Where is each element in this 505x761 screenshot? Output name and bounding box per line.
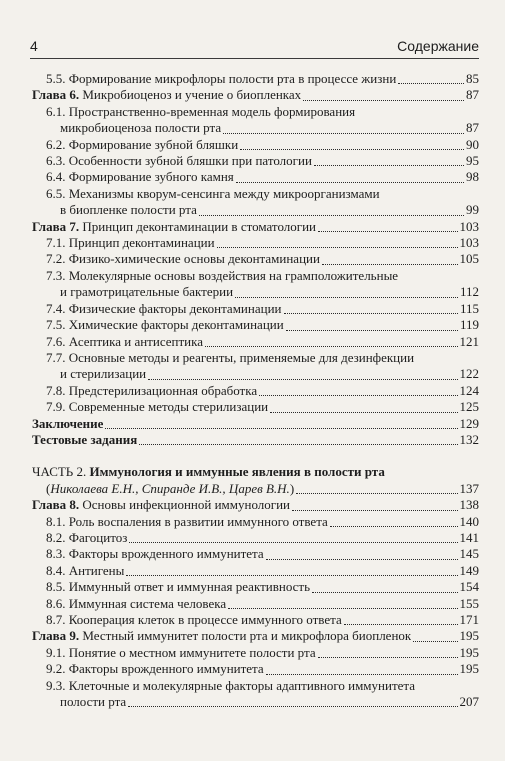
toc-text-part: Микробиоценоз и учение о биопленках [79,87,302,103]
toc-page-number: 207 [459,694,479,710]
toc-entry-title [32,87,301,103]
toc-text-part: Иммунология и иммунные явления в полости рта [86,464,385,480]
toc-text-part: Глава 9. [32,628,80,644]
dot-leader [344,623,458,625]
toc-page-number: 122 [459,366,479,382]
running-title: Содержание [397,38,479,54]
toc-entry[interactable] [32,153,479,169]
toc-entry-title [46,251,320,267]
toc-entry-title [32,432,137,448]
toc-page-number: 195 [459,644,479,660]
toc-text-part: 6.4. Формирование зубного камня [46,169,234,185]
toc-text-part: 9.2. Факторы врожденного иммунитета [46,661,264,677]
dot-leader [398,82,464,84]
toc-page-number: 141 [459,529,479,545]
toc-entry-title [60,202,197,218]
toc-page-number: 112 [459,284,479,300]
toc-text-part: 6.2. Формирование зубной бляшки [46,136,239,152]
toc-entry-title [46,137,238,153]
toc-entry-title [32,219,316,235]
dot-leader [236,181,464,183]
page-number: 4 [30,38,38,54]
table-of-contents [32,71,479,710]
toc-page-number: 171 [459,612,479,627]
toc-entry[interactable] [32,514,479,530]
toc-entry[interactable] [32,596,479,612]
toc-page-number: 138 [459,497,479,513]
toc-text-part: 7.9. Современные методы стерилизации [46,399,269,415]
dot-leader [322,263,458,265]
toc-text-part: полости рта [60,694,127,710]
toc-page-number: 132 [459,431,479,447]
toc-text-part: ) [289,480,295,496]
toc-text-part: 7.5. Химические факторы деконтаминации [46,317,284,333]
toc-entry[interactable] [32,137,479,153]
toc-text-part: 7.2. Физико-химические основы деконтаминации [46,251,320,267]
toc-entry-title [46,301,282,317]
toc-page-number: 154 [459,579,479,595]
toc-entry[interactable] [32,661,479,677]
toc-text-part: 8.3. Факторы врожденного иммунитета [46,546,264,562]
toc-page-number: 95 [466,153,479,169]
dot-leader [228,607,457,609]
toc-entry[interactable] [32,612,479,628]
toc-text-part: Принцип деконтаминации в стоматологии [79,218,317,234]
toc-entry-title [46,514,328,530]
toc-entry-title [46,645,316,661]
toc-entry-title-line: 7.7. Основные методы и реагенты, применяемые для дезинфекции [46,349,415,365]
toc-entry-title-line: 6.1. Пространственно-временная модель формирования [46,103,356,119]
toc-entry-title [46,399,268,415]
toc-entry-title [46,579,310,595]
toc-entry-title-line: 6.5. Механизмы кворум-сенсинга между микроорганизмами [46,185,380,201]
dot-leader [303,99,464,101]
toc-text-part: 7.1. Принцип деконтаминации [46,235,215,251]
toc-page-number: 103 [459,235,479,251]
toc-page-number: 195 [459,628,479,644]
toc-entry-title [32,416,103,432]
toc-page-number: 85 [466,71,479,86]
toc-page-number: 140 [459,513,479,529]
toc-page-number: 105 [459,251,479,267]
toc-page-number: 103 [459,218,479,234]
dot-leader [235,296,458,298]
toc-page-number: 129 [459,415,479,431]
toc-entry[interactable] [32,104,479,137]
dot-leader [148,378,457,380]
toc-spacer [32,448,479,464]
toc-entry-title [46,383,257,399]
toc-entry-title-line: 9.3. Клеточные и молекулярные факторы адаптивного иммунитета [46,677,416,693]
toc-page-number: 195 [459,661,479,677]
toc-text-part: и грамотрицательные бактерии [60,284,234,300]
toc-entry[interactable] [32,399,479,415]
toc-entry-title [46,563,124,579]
dot-leader [270,411,457,413]
toc-entry[interactable] [32,497,479,513]
dot-leader [266,673,458,675]
toc-entry-title [46,71,396,87]
toc-entry[interactable] [32,317,479,333]
toc-page-number: 115 [459,300,479,316]
toc-text-part: 8.1. Роль воспаления в развитии иммунного ответа [46,513,328,529]
toc-page-number: 145 [459,546,479,562]
toc-entry[interactable] [32,383,479,399]
dot-leader [205,345,457,347]
toc-entry[interactable] [32,350,479,383]
dot-leader [292,509,457,511]
toc-entry[interactable] [32,71,479,87]
toc-entry[interactable] [32,546,479,562]
toc-entry[interactable] [32,416,479,432]
toc-page-number: 87 [466,120,479,136]
toc-entry[interactable] [32,432,479,448]
toc-text-part: 8.2. Фагоцитоз [46,529,128,545]
toc-entry-title [46,481,294,497]
toc-page-number: 87 [466,87,479,103]
toc-entry[interactable] [32,464,479,497]
toc-entry[interactable] [32,186,479,219]
toc-entry[interactable] [32,563,479,579]
dot-leader [330,525,458,527]
toc-entry[interactable] [32,268,479,301]
toc-entry-title [46,169,234,185]
toc-entry-title [46,317,284,333]
toc-entry[interactable] [32,645,479,661]
toc-text-part: в биопленке полости рта [60,202,197,218]
toc-entry-title [60,120,221,136]
toc-text-part: 9.1. Понятие о местном иммунитете полости рта [46,644,316,660]
toc-text-part: 8.6. Иммунная система человека [46,595,227,611]
toc-entry[interactable] [32,169,479,185]
dot-leader [217,246,458,248]
toc-page-number: 121 [459,333,479,349]
toc-entry-title [32,497,290,513]
dot-leader [259,394,457,396]
dot-leader [413,640,457,642]
toc-text-part: 8.5. Иммунный ответ и иммунная реактивность [46,579,311,595]
toc-page-number: 125 [459,399,479,415]
dot-leader [139,443,457,445]
toc-page-number: 99 [466,202,479,218]
toc-text-part: 5.5. Формирование микрофлоры полости рта в процессе жизни [46,71,397,86]
toc-entry-title-line: 7.3. Молекулярные основы воздействия на грамположительные [46,267,399,283]
toc-entry-title [46,661,264,677]
toc-entry-title [60,694,126,710]
toc-entry[interactable] [32,235,479,251]
toc-text-part: 7.6. Асептика и антисептика [46,333,204,349]
toc-entry-title [60,284,233,300]
toc-entry-title [46,334,203,350]
toc-text-part: Местный иммунитет полости рта и микрофлора биопленок [79,628,412,644]
toc-entry-title [46,235,215,251]
dot-leader [312,591,457,593]
dot-leader [129,541,457,543]
toc-entry-title [60,366,146,382]
dot-leader [128,705,457,707]
toc-entry[interactable] [32,219,479,235]
toc-page-number: 90 [466,136,479,152]
toc-text-part: 8.7. Кооперация клеток в процессе иммунного ответа [46,612,342,627]
dot-leader [199,214,464,216]
toc-entry-title-line [32,464,479,480]
toc-entry[interactable] [32,530,479,546]
dot-leader [314,164,464,166]
toc-text-part: 6.3. Особенности зубной бляшки при патологии [46,153,312,169]
toc-page-number: 119 [459,317,479,333]
toc-entry-title [46,546,264,562]
dot-leader [223,132,464,134]
dot-leader [318,230,457,232]
toc-entry[interactable] [32,251,479,267]
toc-text-part: 8.4. Антигены [46,562,125,578]
dot-leader [318,656,458,658]
toc-entry[interactable] [32,87,479,103]
toc-page-number: 149 [459,562,479,578]
toc-entry[interactable] [32,678,479,711]
toc-text-part: Тестовые задания [32,431,138,447]
toc-text-part: и стерилизации [60,366,147,382]
toc-page-number: 124 [459,382,479,398]
toc-text-part: Основы инфекционной иммунологии [79,497,291,513]
toc-entry[interactable] [32,579,479,595]
toc-entry-title [46,153,312,169]
dot-leader [296,492,457,494]
dot-leader [126,574,457,576]
toc-text-part: микробиоценоза полости рта [60,120,222,136]
dot-leader [284,312,458,314]
toc-entry-title [46,596,226,612]
toc-text-part: Николаева Е.Н., Спиранде И.В., Царев В.Н. [50,480,290,496]
toc-page-number: 137 [459,480,479,496]
toc-entry-title [32,628,411,644]
toc-text-part: 7.4. Физические факторы деконтаминации [46,300,282,316]
dot-leader [105,427,457,429]
toc-text-part: Глава 6. [32,87,80,103]
toc-text-part: Глава 7. [32,218,80,234]
toc-entry[interactable] [32,334,479,350]
toc-entry-title [46,612,342,628]
toc-text-part: 7.8. Предстерилизационная обработка [46,382,258,398]
page-header [30,34,479,59]
toc-entry-title [46,530,127,546]
dot-leader [266,558,458,560]
toc-text-part: ЧАСТЬ 2. [32,464,87,480]
toc-entry[interactable] [32,628,479,644]
dot-leader [286,329,458,331]
toc-text-part: ( [46,480,51,496]
toc-page-number: 98 [466,169,479,185]
toc-text-part: Глава 8. [32,497,80,513]
toc-text-part: Заключение [32,415,104,431]
toc-page-number: 155 [459,595,479,611]
toc-entry[interactable] [32,301,479,317]
dot-leader [240,148,464,150]
